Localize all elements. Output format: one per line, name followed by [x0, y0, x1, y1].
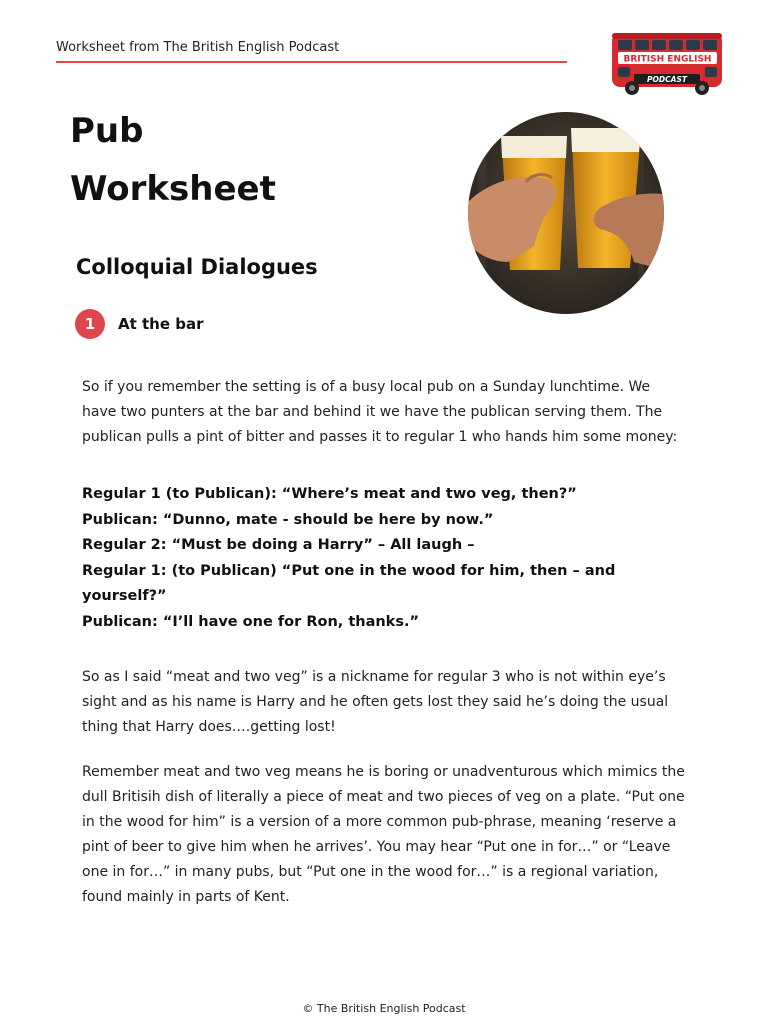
dialogue-line: Regular 2: “Must be doing a Harry” – All laugh – [82, 537, 475, 553]
section-label: At the bar [118, 315, 204, 333]
logo-text-top: BRITISH ENGLISH [623, 54, 712, 65]
header-divider [56, 61, 567, 63]
title-line-2: Worksheet [70, 169, 276, 209]
worksheet-source: Worksheet from The British English Podcast [56, 40, 340, 55]
podcast-bus-logo [608, 30, 726, 98]
dialogue-line: Regular 1: (to Publican) “Put one in the wood for him, then – and yourself?” [82, 562, 616, 604]
dialogue-line: Publican: “Dunno, mate - should be here by now.” [82, 511, 494, 528]
section-number-badge: 1 [75, 309, 105, 339]
logo-text-bottom: PODCAST [647, 75, 687, 84]
page-title [70, 102, 276, 218]
section-heading: Colloquial Dialogues [76, 255, 318, 279]
explanation-paragraph-1: So as I said “meat and two veg” is a nickname for regular 3 who is not within eye’s sight and as his name is Harry and he often gets lost they said he’s doing the usual thing that Harry does….getting lost! [82, 669, 669, 735]
explanation-paragraph-2: Remember meat and two veg means he is boring or unadventurous which mimics the dull Britisih dish of literally a piece of meat and two pieces of veg on a plate. “Put one in the wood for him” is a version of a more common pub-phrase, meaning ‘reserve a pint of beer to give him when he arrives’. You may hear “Put one in for…” or “Leave one in for…” in many pubs, but “Put one in the wood for…” is a regional variation, found mainly in parts of Kent. [82, 764, 685, 905]
beer-glasses-toast-photo [468, 112, 664, 314]
title-line-1: Pub [70, 111, 144, 151]
dialogue-line: Publican: “I’ll have one for Ron, thanks.” [82, 613, 419, 630]
dialogue-line: Regular 1 (to Publican): “Where’s meat and two veg, then?” [82, 486, 577, 502]
intro-paragraph: So if you remember the setting is of a busy local pub on a Sunday lunchtime. We have two punters at the bar and behind it we have the publican serving them. The publican pulls a pint of bitter and passes it to regular 1 who hands him some money: [82, 379, 678, 445]
copyright-footer: © The British English Podcast [302, 1002, 466, 1015]
dialogue-block [82, 482, 642, 635]
